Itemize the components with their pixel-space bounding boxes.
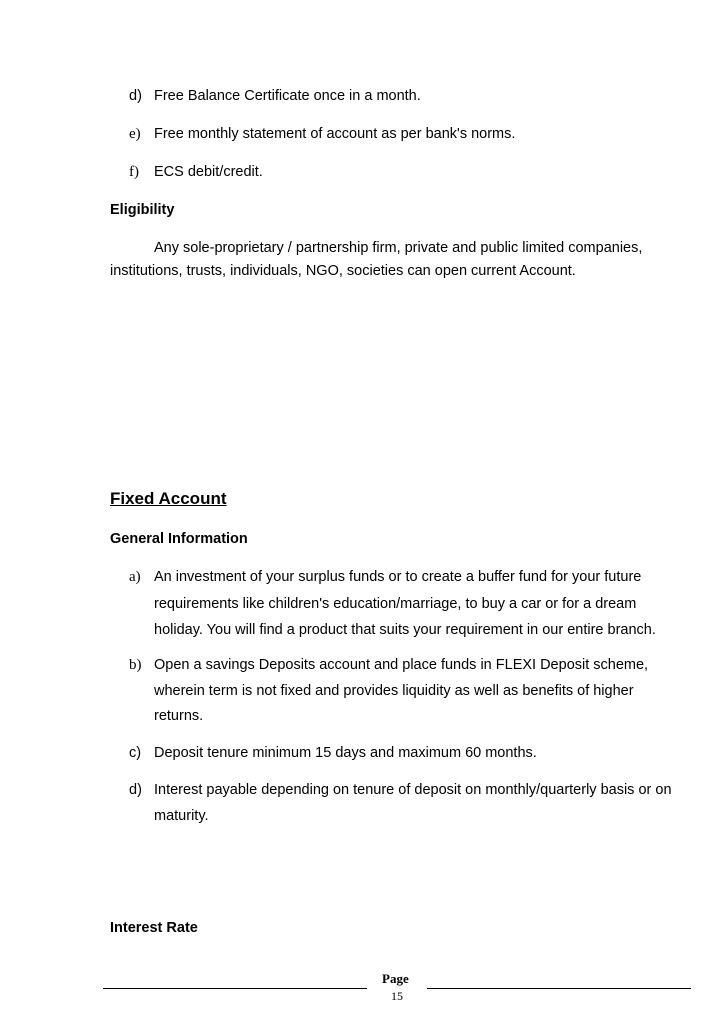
list-marker: a) — [129, 569, 141, 585]
list-marker: d) — [129, 782, 142, 798]
list-item-line: Deposit tenure minimum 15 days and maximum 60 months. — [154, 745, 537, 761]
list-item-text: ECS debit/credit. — [154, 164, 263, 180]
list-item-text: Free Balance Certificate once in a month. — [154, 88, 421, 104]
footer-rule-right — [427, 988, 691, 989]
list-item-line: Open a savings Deposits account and place funds in FLEXI Deposit scheme, — [154, 657, 649, 673]
footer-page-number: 15 — [391, 989, 403, 1003]
eligibility-line: Any sole-proprietary / partnership firm, private and public limited companies, — [154, 240, 643, 256]
footer-rule-left — [103, 988, 367, 989]
list-marker: d) — [129, 88, 142, 104]
list-item-line: holiday. You will find a product that suits your requirement in our entire branch. — [154, 622, 656, 638]
interest-rate-heading: Interest Rate — [110, 920, 198, 936]
list-marker: f) — [129, 164, 139, 180]
list-marker: b) — [129, 657, 142, 673]
list-item-line: requirements like children's education/marriage, to buy a car or for a dream — [154, 596, 637, 612]
list-item-line: wherein term is not fixed and provides liquidity as well as benefits of higher — [154, 683, 634, 699]
list-item-line: maturity. — [154, 808, 209, 824]
eligibility-line: institutions, trusts, individuals, NGO, societies can open current Account. — [110, 263, 576, 279]
footer-page-label: Page — [382, 971, 409, 986]
eligibility-heading: Eligibility — [110, 202, 175, 218]
list-item-line: returns. — [154, 708, 204, 724]
list-item-line: Interest payable depending on tenure of deposit on monthly/quarterly basis or on — [154, 782, 672, 798]
list-item-text: Free monthly statement of account as per bank's norms. — [154, 126, 516, 142]
list-marker: e) — [129, 126, 141, 142]
list-marker: c) — [129, 745, 142, 761]
general-information-subheading: General Information — [110, 531, 248, 547]
list-item-line: An investment of your surplus funds or to create a buffer fund for your future — [154, 569, 642, 585]
fixed-account-heading: Fixed Account — [110, 489, 227, 508]
